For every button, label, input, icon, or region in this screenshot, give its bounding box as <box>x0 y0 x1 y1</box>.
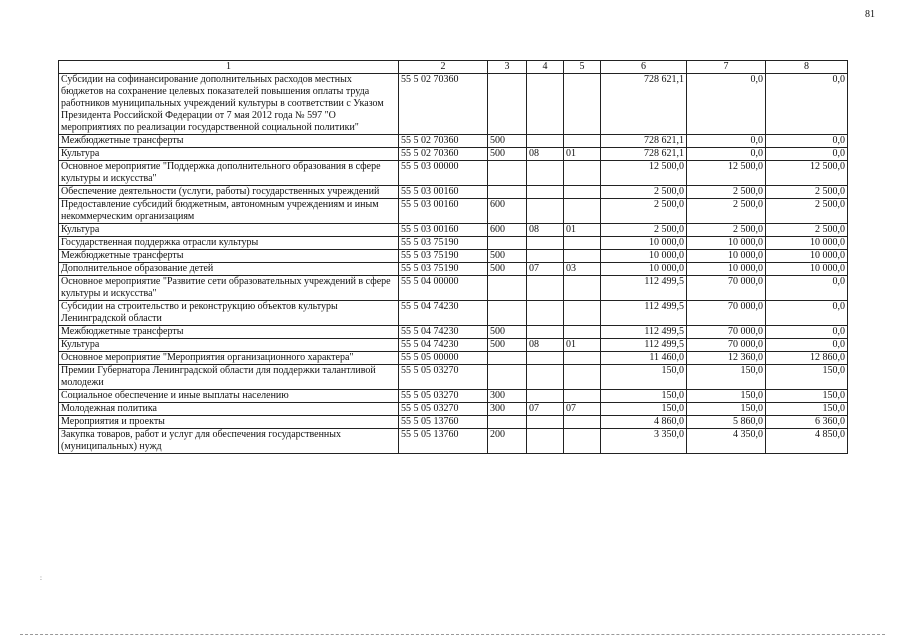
amount-col7-cell: 150,0 <box>687 390 766 403</box>
amount-col6-cell: 12 500,0 <box>601 161 687 186</box>
expense-type-cell: 600 <box>488 224 527 237</box>
amount-col6-cell: 2 500,0 <box>601 224 687 237</box>
item-name-cell: Молодежная политика <box>59 403 399 416</box>
item-name-cell: Субсидии на софинансирование дополнительных расходов местных бюджетов на сохранение целевых показателей повышения оплаты труда работников муниципальных учреждений культуры в соответствии с Указом Президента Российской Федерации от 7 мая 2012 года № 597 "О мероприятиях по реализации государственной социальной политики" <box>59 74 399 135</box>
item-name-cell: Основное мероприятие "Поддержка дополнительного образования в сфере культуры и искусства" <box>59 161 399 186</box>
amount-col7-cell: 70 000,0 <box>687 339 766 352</box>
item-name-cell: Государственная поддержка отрасли культуры <box>59 237 399 250</box>
subsection-cell <box>564 390 601 403</box>
table-row <box>59 365 848 390</box>
table-row <box>59 416 848 429</box>
item-name-cell: Межбюджетные трансферты <box>59 250 399 263</box>
page-bottom-edge <box>20 634 885 636</box>
target-code-cell: 55 5 04 74230 <box>399 301 488 326</box>
amount-col6-cell: 10 000,0 <box>601 237 687 250</box>
subsection-cell: 07 <box>564 403 601 416</box>
expense-type-cell: 500 <box>488 148 527 161</box>
section-cell <box>527 301 564 326</box>
target-code-cell: 55 5 04 00000 <box>399 276 488 301</box>
table-row <box>59 301 848 326</box>
section-cell: 08 <box>527 148 564 161</box>
target-code-cell: 55 5 05 13760 <box>399 429 488 454</box>
subsection-cell <box>564 186 601 199</box>
subsection-cell: 03 <box>564 263 601 276</box>
target-code-cell: 55 5 05 03270 <box>399 365 488 390</box>
table-row <box>59 199 848 224</box>
amount-col7-cell: 4 350,0 <box>687 429 766 454</box>
amount-col6-cell: 4 860,0 <box>601 416 687 429</box>
amount-col7-cell: 2 500,0 <box>687 199 766 224</box>
amount-col6-cell: 112 499,5 <box>601 339 687 352</box>
expense-type-cell <box>488 186 527 199</box>
amount-col8-cell: 6 360,0 <box>766 416 848 429</box>
section-cell: 08 <box>527 339 564 352</box>
amount-col8-cell: 0,0 <box>766 301 848 326</box>
amount-col7-cell: 70 000,0 <box>687 276 766 301</box>
section-cell <box>527 416 564 429</box>
amount-col6-cell: 728 621,1 <box>601 135 687 148</box>
subsection-cell: 01 <box>564 148 601 161</box>
item-name-cell: Закупка товаров, работ и услуг для обеспечения государственных (муниципальных) нужд <box>59 429 399 454</box>
amount-col8-cell: 0,0 <box>766 148 848 161</box>
table-row <box>59 403 848 416</box>
amount-col8-cell: 0,0 <box>766 326 848 339</box>
header-cell: 3 <box>488 61 527 74</box>
item-name-cell: Межбюджетные трансферты <box>59 326 399 339</box>
table-row <box>59 74 848 135</box>
amount-col8-cell: 0,0 <box>766 339 848 352</box>
table-row <box>59 250 848 263</box>
section-cell <box>527 390 564 403</box>
amount-col6-cell: 150,0 <box>601 403 687 416</box>
subsection-cell <box>564 416 601 429</box>
amount-col7-cell: 12 500,0 <box>687 161 766 186</box>
amount-col6-cell: 112 499,5 <box>601 301 687 326</box>
expense-type-cell <box>488 416 527 429</box>
amount-col8-cell: 12 860,0 <box>766 352 848 365</box>
table-row <box>59 135 848 148</box>
expense-type-cell: 200 <box>488 429 527 454</box>
target-code-cell: 55 5 05 00000 <box>399 352 488 365</box>
expense-type-cell: 300 <box>488 403 527 416</box>
item-name-cell: Культура <box>59 224 399 237</box>
item-name-cell: Дополнительное образование детей <box>59 263 399 276</box>
subsection-cell <box>564 326 601 339</box>
item-name-cell: Основное мероприятие "Развитие сети образовательных учреждений в сфере культуры и искусства" <box>59 276 399 301</box>
amount-col8-cell: 10 000,0 <box>766 263 848 276</box>
expense-type-cell: 500 <box>488 250 527 263</box>
amount-col8-cell: 150,0 <box>766 365 848 390</box>
page-number: 81 <box>865 9 875 20</box>
section-cell <box>527 186 564 199</box>
expense-type-cell: 500 <box>488 135 527 148</box>
amount-col7-cell: 10 000,0 <box>687 263 766 276</box>
target-code-cell: 55 5 03 75190 <box>399 237 488 250</box>
target-code-cell: 55 5 03 00160 <box>399 199 488 224</box>
item-name-cell: Субсидии на строительство и реконструкцию объектов культуры Ленинградской области <box>59 301 399 326</box>
amount-col6-cell: 2 500,0 <box>601 186 687 199</box>
section-cell <box>527 250 564 263</box>
amount-col7-cell: 0,0 <box>687 135 766 148</box>
table-row <box>59 148 848 161</box>
subsection-cell <box>564 352 601 365</box>
section-cell <box>527 352 564 365</box>
header-cell: 4 <box>527 61 564 74</box>
amount-col8-cell: 4 850,0 <box>766 429 848 454</box>
section-cell <box>527 161 564 186</box>
expense-type-cell <box>488 301 527 326</box>
amount-col6-cell: 112 499,5 <box>601 326 687 339</box>
header-cell: 8 <box>766 61 848 74</box>
amount-col7-cell: 70 000,0 <box>687 326 766 339</box>
table-row <box>59 429 848 454</box>
item-name-cell: Культура <box>59 339 399 352</box>
target-code-cell: 55 5 05 13760 <box>399 416 488 429</box>
target-code-cell: 55 5 03 00000 <box>399 161 488 186</box>
amount-col6-cell: 728 621,1 <box>601 148 687 161</box>
subsection-cell <box>564 74 601 135</box>
item-name-cell: Основное мероприятие "Мероприятия организационного характера" <box>59 352 399 365</box>
section-cell <box>527 429 564 454</box>
table-row <box>59 161 848 186</box>
section-cell <box>527 276 564 301</box>
expense-type-cell: 300 <box>488 390 527 403</box>
amount-col6-cell: 2 500,0 <box>601 199 687 224</box>
header-cell: 5 <box>564 61 601 74</box>
subsection-cell <box>564 276 601 301</box>
table-body <box>59 74 848 454</box>
expense-type-cell <box>488 276 527 301</box>
item-name-cell: Межбюджетные трансферты <box>59 135 399 148</box>
expense-type-cell: 500 <box>488 339 527 352</box>
table-row <box>59 326 848 339</box>
header-cell: 6 <box>601 61 687 74</box>
table-row <box>59 339 848 352</box>
section-cell <box>527 199 564 224</box>
amount-col7-cell: 10 000,0 <box>687 237 766 250</box>
target-code-cell: 55 5 03 00160 <box>399 186 488 199</box>
amount-col8-cell: 12 500,0 <box>766 161 848 186</box>
section-cell <box>527 365 564 390</box>
target-code-cell: 55 5 03 75190 <box>399 250 488 263</box>
section-cell <box>527 326 564 339</box>
header-cell: 2 <box>399 61 488 74</box>
item-name-cell: Предоставление субсидий бюджетным, автономным учреждениям и иным некоммерческим организациям <box>59 199 399 224</box>
section-cell <box>527 135 564 148</box>
header-cell: 1 <box>59 61 399 74</box>
table-header-row <box>59 61 848 74</box>
subsection-cell <box>564 301 601 326</box>
section-cell: 07 <box>527 263 564 276</box>
expense-type-cell <box>488 161 527 186</box>
subsection-cell <box>564 250 601 263</box>
amount-col6-cell: 11 460,0 <box>601 352 687 365</box>
amount-col7-cell: 150,0 <box>687 403 766 416</box>
table-row <box>59 352 848 365</box>
target-code-cell: 55 5 02 70360 <box>399 135 488 148</box>
target-code-cell: 55 5 05 03270 <box>399 390 488 403</box>
amount-col7-cell: 2 500,0 <box>687 224 766 237</box>
item-name-cell: Мероприятия и проекты <box>59 416 399 429</box>
target-code-cell: 55 5 05 03270 <box>399 403 488 416</box>
table-row <box>59 186 848 199</box>
section-cell: 07 <box>527 403 564 416</box>
amount-col7-cell: 0,0 <box>687 74 766 135</box>
amount-col8-cell: 2 500,0 <box>766 224 848 237</box>
target-code-cell: 55 5 03 75190 <box>399 263 488 276</box>
budget-table <box>58 60 848 454</box>
item-name-cell: Обеспечение деятельности (услуги, работы) государственных учреждений <box>59 186 399 199</box>
target-code-cell: 55 5 04 74230 <box>399 326 488 339</box>
table-row <box>59 263 848 276</box>
amount-col6-cell: 728 621,1 <box>601 74 687 135</box>
subsection-cell <box>564 429 601 454</box>
expense-type-cell: 600 <box>488 199 527 224</box>
amount-col8-cell: 150,0 <box>766 403 848 416</box>
amount-col6-cell: 10 000,0 <box>601 263 687 276</box>
item-name-cell: Премии Губернатора Ленинградской области для поддержки талантливой молодежи <box>59 365 399 390</box>
amount-col7-cell: 2 500,0 <box>687 186 766 199</box>
target-code-cell: 55 5 04 74230 <box>399 339 488 352</box>
amount-col8-cell: 2 500,0 <box>766 186 848 199</box>
item-name-cell: Социальное обеспечение и иные выплаты населению <box>59 390 399 403</box>
amount-col6-cell: 3 350,0 <box>601 429 687 454</box>
amount-col6-cell: 150,0 <box>601 365 687 390</box>
amount-col8-cell: 0,0 <box>766 276 848 301</box>
expense-type-cell: 500 <box>488 263 527 276</box>
amount-col7-cell: 70 000,0 <box>687 301 766 326</box>
amount-col8-cell: 10 000,0 <box>766 237 848 250</box>
amount-col8-cell: 150,0 <box>766 390 848 403</box>
target-code-cell: 55 5 02 70360 <box>399 148 488 161</box>
amount-col7-cell: 12 360,0 <box>687 352 766 365</box>
amount-col8-cell: 10 000,0 <box>766 250 848 263</box>
amount-col7-cell: 10 000,0 <box>687 250 766 263</box>
section-cell <box>527 237 564 250</box>
amount-col7-cell: 5 860,0 <box>687 416 766 429</box>
amount-col8-cell: 0,0 <box>766 135 848 148</box>
subsection-cell <box>564 161 601 186</box>
table-row <box>59 390 848 403</box>
target-code-cell: 55 5 03 00160 <box>399 224 488 237</box>
amount-col8-cell: 2 500,0 <box>766 199 848 224</box>
table-row <box>59 237 848 250</box>
section-cell: 08 <box>527 224 564 237</box>
amount-col6-cell: 10 000,0 <box>601 250 687 263</box>
amount-col6-cell: 150,0 <box>601 390 687 403</box>
expense-type-cell <box>488 237 527 250</box>
table-row <box>59 224 848 237</box>
subsection-cell: 01 <box>564 339 601 352</box>
amount-col7-cell: 150,0 <box>687 365 766 390</box>
subsection-cell <box>564 365 601 390</box>
expense-type-cell: 500 <box>488 326 527 339</box>
section-cell <box>527 74 564 135</box>
subsection-cell <box>564 237 601 250</box>
item-name-cell: Культура <box>59 148 399 161</box>
expense-type-cell <box>488 74 527 135</box>
table-row <box>59 276 848 301</box>
header-cell: 7 <box>687 61 766 74</box>
scan-mark: : <box>40 574 42 582</box>
target-code-cell: 55 5 02 70360 <box>399 74 488 135</box>
subsection-cell <box>564 135 601 148</box>
amount-col8-cell: 0,0 <box>766 74 848 135</box>
amount-col6-cell: 112 499,5 <box>601 276 687 301</box>
expense-type-cell <box>488 352 527 365</box>
subsection-cell <box>564 199 601 224</box>
subsection-cell: 01 <box>564 224 601 237</box>
amount-col7-cell: 0,0 <box>687 148 766 161</box>
expense-type-cell <box>488 365 527 390</box>
